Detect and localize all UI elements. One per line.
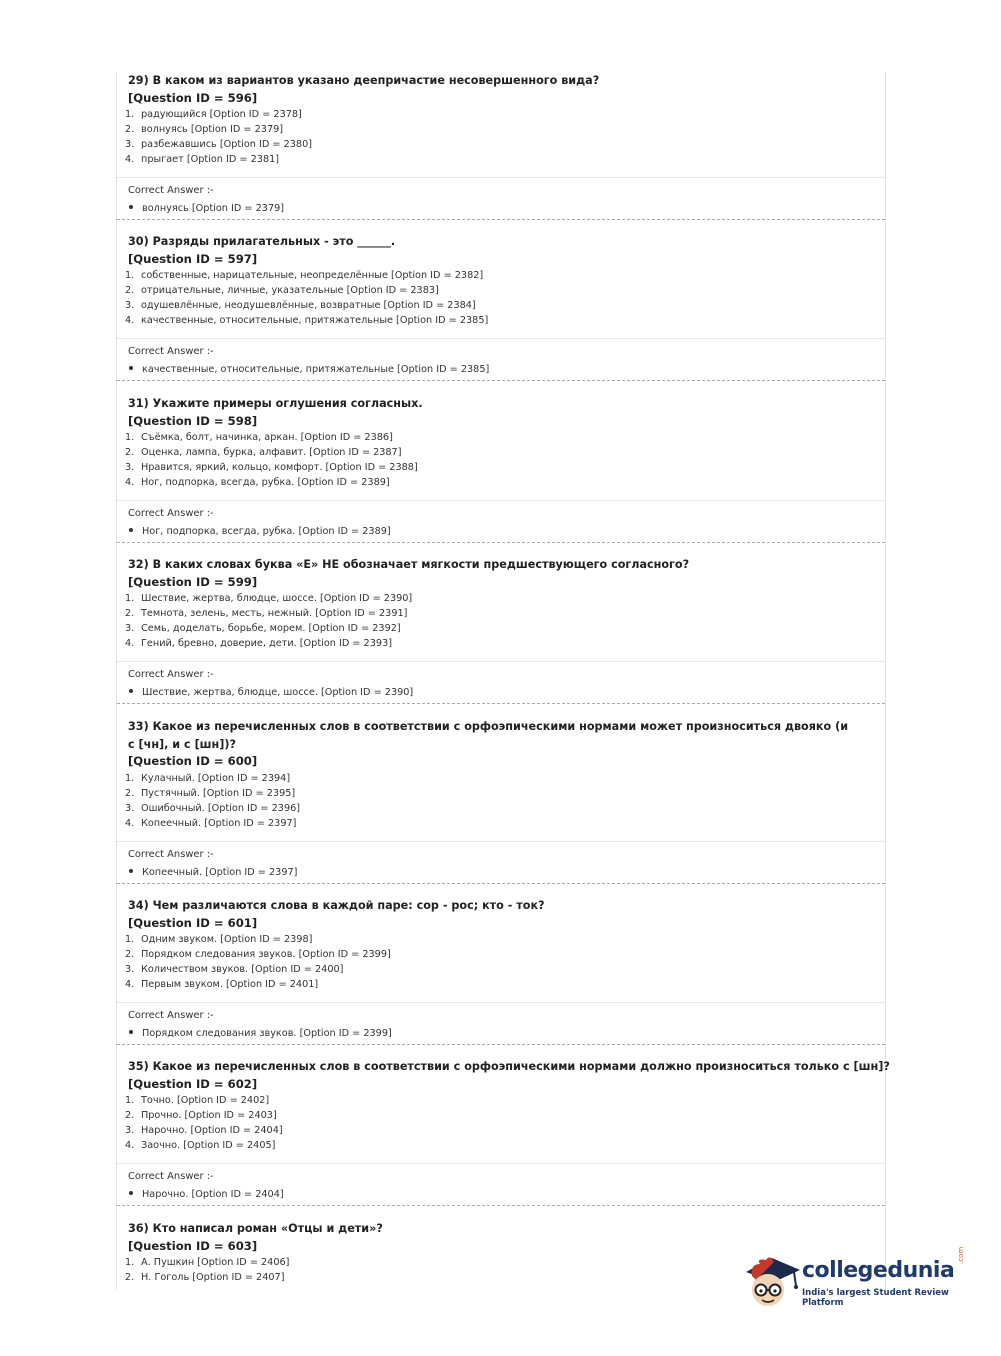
correct-answer-label: Correct Answer :- xyxy=(128,1171,214,1183)
option-item: 4. Гений, бревно, доверие, дети. [Option ID = 2393] xyxy=(125,638,392,650)
option-list xyxy=(117,1093,885,1153)
question-block xyxy=(117,1058,890,1202)
question-id: [Question ID = 596] xyxy=(128,90,258,105)
correct-answer xyxy=(117,661,885,700)
question-block xyxy=(117,72,885,216)
correct-answer-label: Correct Answer :- xyxy=(128,508,214,520)
option-list xyxy=(117,591,885,651)
correct-answer-value: качественные, относительные, притяжательные [Option ID = 2385] xyxy=(142,364,490,376)
option-item: 2. Темнота, зелень, месть, нежный. [Option ID = 2391] xyxy=(125,608,408,620)
bullet-icon xyxy=(129,869,133,873)
question-title: 35) Какое из перечисленных слов в соответствии с орфоэпическими нормами должно произноситься только с [шн]? xyxy=(128,1060,890,1073)
option-item: 1. Кулачный. [Option ID = 2394] xyxy=(125,772,291,784)
question-title: 31) Укажите примеры оглушения согласных. xyxy=(128,397,423,410)
option-item: 2. Оценка, лампа, бурка, алфавит. [Option ID = 2387] xyxy=(125,447,402,459)
question-id: [Question ID = 603] xyxy=(128,1238,258,1253)
option-item: 1. Точно. [Option ID = 2402] xyxy=(125,1095,270,1106)
correct-answer-value: волнуясь [Option ID = 2379] xyxy=(142,203,285,215)
option-list xyxy=(117,268,885,328)
correct-answer-label: Correct Answer :- xyxy=(128,1010,214,1022)
question-id: [Question ID = 601] xyxy=(128,915,258,930)
option-item: 2. Порядком следования звуков. [Option ID = 2399] xyxy=(125,949,391,961)
bullet-icon xyxy=(129,205,133,209)
question-title: 36) Кто написал роман «Отцы и дети»? xyxy=(128,1222,383,1235)
correct-answer xyxy=(117,1002,885,1041)
option-item: 1. собственные, нарицательные, неопределённые [Option ID = 2382] xyxy=(125,270,484,281)
option-item: 2. волнуясь [Option ID = 2379] xyxy=(125,124,284,136)
option-item: 1. Съёмка, болт, начинка, аркан. [Option ID = 2386] xyxy=(125,432,393,443)
option-item: 3. одушевлённые, неодушевлённые, возвратные [Option ID = 2384] xyxy=(125,300,476,312)
correct-answer xyxy=(117,338,885,377)
question-block xyxy=(117,718,885,880)
logo-tagline: India's largest Student Review Platform xyxy=(802,1288,949,1308)
question-paper xyxy=(116,72,890,1290)
option-list xyxy=(117,107,885,167)
question-block xyxy=(117,556,885,700)
option-item: 3. Количеством звуков. [Option ID = 2400] xyxy=(125,964,344,976)
correct-answer-label: Correct Answer :- xyxy=(128,669,214,681)
correct-answer-value: Шествие, жертва, блюдце, шоссе. [Option ID = 2390] xyxy=(142,687,414,699)
divider xyxy=(117,883,885,884)
question-id: [Question ID = 598] xyxy=(128,413,258,428)
question-title: 29) В каком из вариантов указано деепричастие несовершенного вида? xyxy=(128,74,600,87)
correct-answer-value: Копеечный. [Option ID = 2397] xyxy=(142,866,298,878)
correct-answer-value: Порядком следования звуков. [Option ID = 2399] xyxy=(142,1028,392,1040)
option-item: 1. А. Пушкин [Option ID = 2406] xyxy=(125,1257,290,1268)
correct-answer-value: Нарочно. [Option ID = 2404] xyxy=(142,1189,284,1201)
bullet-icon xyxy=(129,528,133,532)
divider xyxy=(117,1205,885,1206)
correct-answer xyxy=(117,177,885,216)
question-id: [Question ID = 599] xyxy=(128,574,258,589)
question-title: 34) Чем различаются слова в каждой паре: сор - рос; кто - ток? xyxy=(128,899,545,912)
question-title: 32) В каких словах буква «Е» НЕ обозначает мягкости предшествующего согласного? xyxy=(128,558,690,571)
option-item: 4. прыгает [Option ID = 2381] xyxy=(125,154,280,166)
question-title: 30) Разряды прилагательных - это ______. xyxy=(128,235,396,248)
question-block xyxy=(117,233,885,377)
divider xyxy=(117,542,885,543)
option-item: 1. Шествие, жертва, блюдце, шоссе. [Option ID = 2390] xyxy=(125,593,413,604)
divider xyxy=(117,703,885,704)
option-item: 1. Одним звуком. [Option ID = 2398] xyxy=(125,934,313,945)
option-item: 3. Семь, доделать, борьбе, морем. [Option ID = 2392] xyxy=(125,623,401,635)
bullet-icon xyxy=(129,1030,133,1034)
bullet-icon xyxy=(129,689,133,693)
option-item: 4. Первым звуком. [Option ID = 2401] xyxy=(125,979,319,991)
option-item: 2. отрицательные, личные, указательные [Option ID = 2383] xyxy=(125,285,439,297)
option-item: 4. Ног, подпорка, всегда, рубка. [Option ID = 2389] xyxy=(125,477,390,489)
correct-answer xyxy=(117,1163,885,1202)
question-title: 33) Какое из перечисленных слов в соответствии с орфоэпическими нормами может произноситься двояко (и с [чн], и с [шн])? xyxy=(128,720,849,751)
option-item: 2. Прочно. [Option ID = 2403] xyxy=(125,1110,277,1122)
option-item: 3. Нарочно. [Option ID = 2404] xyxy=(125,1125,283,1137)
divider xyxy=(117,1044,885,1045)
option-item: 3. Нравится, яркий, кольцо, комфорт. [Option ID = 2388] xyxy=(125,462,418,474)
correct-answer xyxy=(117,500,885,539)
option-item: 2. Н. Гоголь [Option ID = 2407] xyxy=(125,1272,285,1284)
option-item: 1. радующийся [Option ID = 2378] xyxy=(125,109,302,120)
correct-answer-value: Ног, подпорка, всегда, рубка. [Option ID = 2389] xyxy=(142,526,391,538)
question-block xyxy=(117,395,885,539)
bullet-icon xyxy=(129,1191,133,1195)
question-id: [Question ID = 602] xyxy=(128,1076,258,1091)
option-item: 2. Пустячный. [Option ID = 2395] xyxy=(125,787,296,799)
option-item: 4. Копеечный. [Option ID = 2397] xyxy=(125,817,297,829)
option-item: 3. Ошибочный. [Option ID = 2396] xyxy=(125,802,301,814)
option-item: 3. разбежавшись [Option ID = 2380] xyxy=(125,139,313,151)
correct-answer xyxy=(117,841,885,880)
mascot-icon xyxy=(744,1250,802,1312)
option-item: 4. Заочно. [Option ID = 2405] xyxy=(125,1140,276,1152)
question-id: [Question ID = 600] xyxy=(128,754,258,768)
logo-wordmark: collegedunia xyxy=(802,1258,955,1283)
question-id: [Question ID = 597] xyxy=(128,251,258,266)
collegedunia-logo[interactable] xyxy=(744,1246,969,1318)
divider xyxy=(117,380,885,381)
option-list xyxy=(117,430,885,490)
correct-answer-label: Correct Answer :- xyxy=(128,848,214,860)
option-item: 4. качественные, относительные, притяжательные [Option ID = 2385] xyxy=(125,315,489,327)
correct-answer-label: Correct Answer :- xyxy=(128,185,214,197)
option-list xyxy=(117,932,885,992)
bullet-icon xyxy=(129,366,133,370)
question-block xyxy=(117,897,885,1041)
correct-answer-label: Correct Answer :- xyxy=(128,346,214,358)
logo-suffix: .com xyxy=(957,1246,965,1264)
option-list xyxy=(117,771,885,831)
divider xyxy=(117,219,885,220)
